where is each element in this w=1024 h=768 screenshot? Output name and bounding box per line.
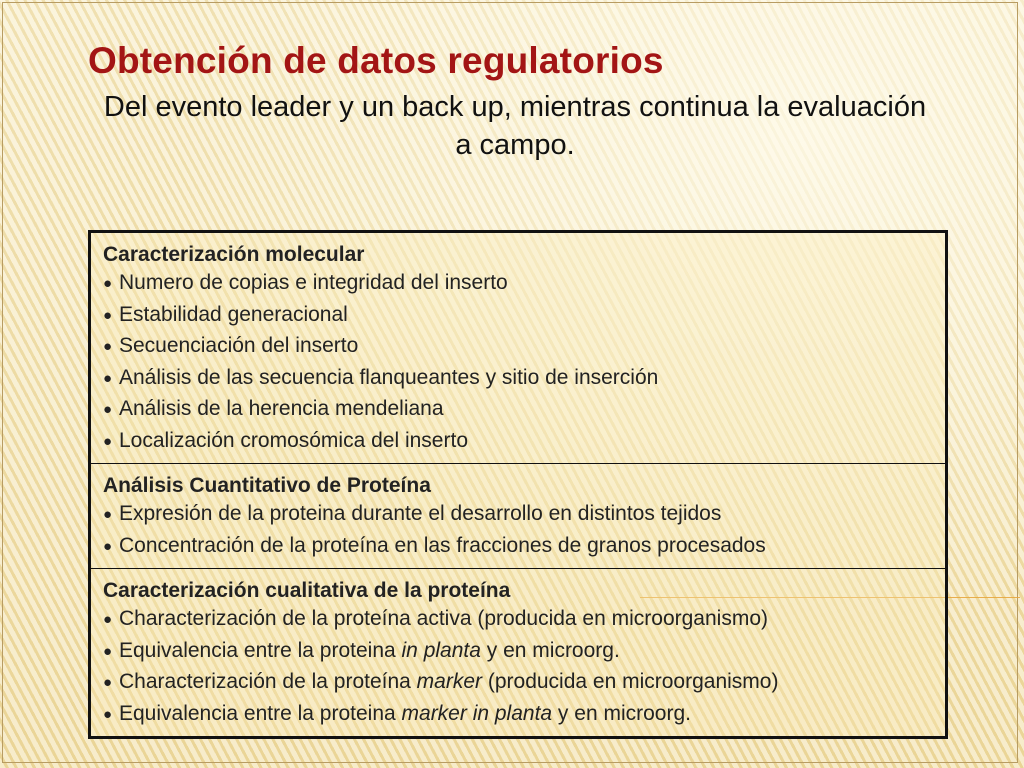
- section-heading: Análisis Cuantitativo de Proteína: [103, 474, 431, 497]
- item-text-italic: marker: [416, 670, 483, 693]
- list-item: [103, 699, 935, 731]
- section-quantitative: [91, 464, 945, 569]
- item-text: Estabilidad generacional: [119, 302, 348, 326]
- slide-subtitle: Del evento leader y un back up, mientras continua la evaluación a campo.: [103, 91, 927, 161]
- list-item: [103, 426, 935, 458]
- item-text-after: y en microorg.: [480, 638, 620, 662]
- item-text: Expresión de la proteina durante el desarrollo en distintos tejidos: [119, 502, 722, 525]
- section-qualitative: [91, 569, 945, 736]
- item-text: Análisis de las secuencia flanqueantes y sitio de inserción: [119, 365, 659, 389]
- item-text-italic: marker in planta: [401, 701, 553, 725]
- bullet-icon: ●: [103, 506, 113, 523]
- bullet-icon: ●: [103, 611, 113, 628]
- item-text-italic: in planta: [401, 638, 481, 662]
- bullet-icon: ●: [103, 338, 113, 355]
- bullet-icon: ●: [103, 705, 113, 723]
- item-text-after: y en microorg.: [552, 701, 691, 725]
- list-item: [103, 300, 935, 332]
- list-item: [103, 531, 935, 563]
- bullet-icon: ●: [103, 306, 113, 324]
- bullet-icon: ●: [103, 537, 113, 555]
- section-heading: Caracterización cualitativa de la proteína: [103, 579, 511, 602]
- list-item: [103, 499, 935, 531]
- bullet-icon: ●: [103, 401, 113, 418]
- bullet-icon: ●: [103, 642, 113, 660]
- item-text: Characterización de la proteína: [119, 670, 417, 693]
- bullet-icon: ●: [103, 275, 113, 292]
- bullet-icon: ●: [103, 369, 113, 387]
- list-item: [103, 667, 935, 699]
- regulatory-data-table: [88, 230, 948, 739]
- section-molecular: [91, 233, 945, 464]
- item-text: Localización cromosómica del inserto: [119, 428, 468, 452]
- list-item: [103, 636, 935, 668]
- list-item: [103, 604, 935, 636]
- slide-title: Obtención de datos regulatorios: [88, 40, 664, 81]
- item-text: Characterización de la proteína activa (producida en microorganismo): [119, 607, 768, 630]
- list-item: [103, 363, 935, 395]
- list-item: [103, 268, 935, 300]
- list-item: [103, 394, 935, 426]
- item-text: Equivalencia entre la proteina: [119, 638, 402, 662]
- item-text-after: (producida en microorganismo): [482, 670, 779, 693]
- bullet-icon: ●: [103, 432, 113, 450]
- item-text: Concentración de la proteína en las fracciones de granos procesados: [119, 533, 766, 557]
- list-item: [103, 331, 935, 363]
- item-text: Secuenciación del inserto: [119, 334, 359, 357]
- item-text: Numero de copias e integridad del inserto: [119, 271, 508, 294]
- item-text: Equivalencia entre la proteina: [119, 701, 402, 725]
- bullet-icon: ●: [103, 674, 113, 691]
- section-heading: Caracterización molecular: [103, 243, 365, 266]
- item-text: Análisis de la herencia mendeliana: [119, 397, 444, 420]
